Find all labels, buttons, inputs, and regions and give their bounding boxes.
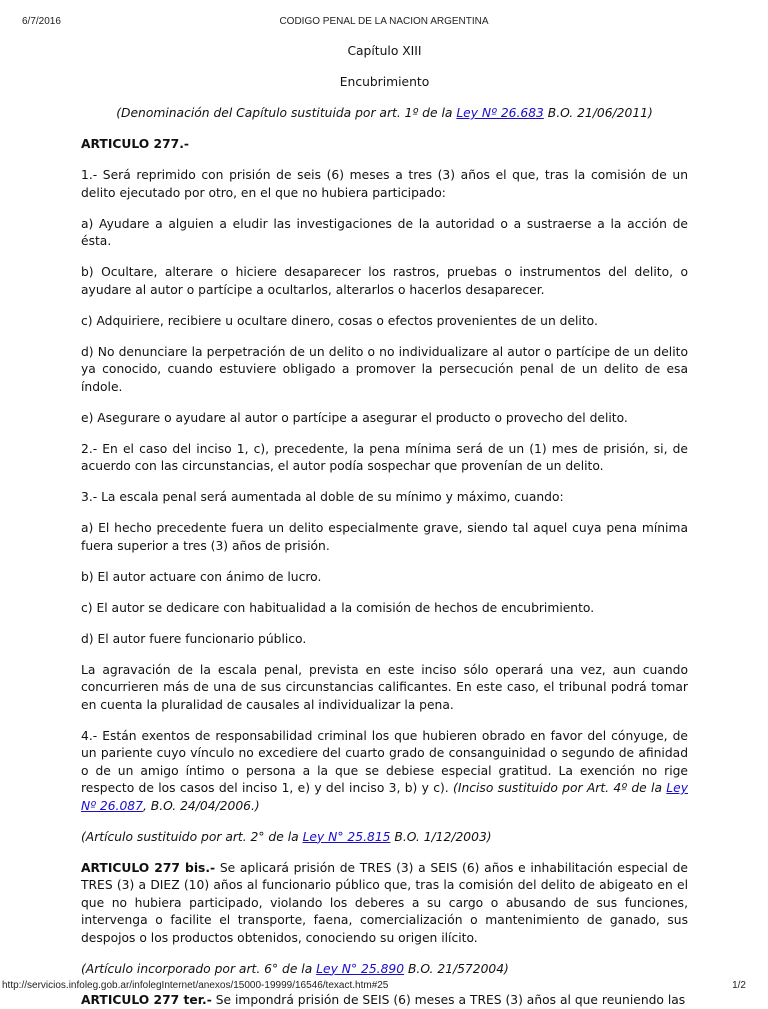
chapter-name: Encubrimiento xyxy=(81,74,688,92)
paragraph: 1.- Será reprimido con prisión de seis (6) meses a tres (3) años el que, tras la comisión de un delito ejecutado por otro, en el que no hubiera participado: xyxy=(81,167,688,202)
paragraph: c) El autor se dedicare con habitualidad a la comisión de hechos de encubrimiento. xyxy=(81,600,688,618)
chapter-note xyxy=(81,105,688,123)
print-title: CODIGO PENAL DE LA NACION ARGENTINA xyxy=(279,16,488,28)
note-text: , B.O. 24/04/2006.) xyxy=(143,799,260,813)
paragraph: La agravación de la escala penal, prevista en este inciso sólo operará una vez, aun cuando concurrieren más de una de sus circunstancias calificantes. En este caso, el tribunal podrá tomar en cuenta la pluralidad de causales al individualizar la pena. xyxy=(81,662,688,715)
print-date: 6/7/2016 xyxy=(22,16,61,28)
print-url: http://servicios.infoleg.gob.ar/infolegInternet/anexos/15000-19999/16546/texact.htm#25 xyxy=(2,980,388,992)
paragraph: d) No denunciare la perpetración de un delito o no individualizare al autor o partícipe de un delito ya conocido, cuando estuviere obligado a promover la persecución penal de un delito de esa índole. xyxy=(81,344,688,397)
article-277-ter xyxy=(81,992,688,1009)
ley-25815-link[interactable]: Ley N° 25.815 xyxy=(303,830,391,844)
paragraph: c) Adquiriere, recibiere u ocultare dinero, cosas o efectos provenientes de un delito. xyxy=(81,313,688,331)
paragraph: a) El hecho precedente fuera un delito especialmente grave, siendo tal aquel cuya pena mínima fuera superior a tres (3) años de prisión. xyxy=(81,520,688,555)
note-text: (Denominación del Capítulo sustituida por art. 1º de la xyxy=(116,106,456,120)
article-heading: ARTICULO 277 bis.- xyxy=(81,861,215,875)
article-note xyxy=(81,829,688,847)
page-number: 1/2 xyxy=(732,980,746,992)
note-text: B.O. 1/12/2003) xyxy=(390,830,491,844)
article-heading: ARTICULO 277 ter.- xyxy=(81,993,212,1007)
article-note xyxy=(81,961,688,979)
paragraph: 3.- La escala penal será aumentada al doble de su mínimo y máximo, cuando: xyxy=(81,489,688,507)
note-text: (Artículo incorporado por art. 6° de la xyxy=(81,962,316,976)
paragraph: e) Asegurare o ayudare al autor o partícipe a asegurar el producto o provecho del delito. xyxy=(81,410,688,428)
ley-26087-link[interactable]: Ley Nº 26.087 xyxy=(81,781,688,813)
paragraph: d) El autor fuere funcionario público. xyxy=(81,631,688,649)
paragraph-text: 4.- Están exentos de responsabilidad criminal los que hubieren obrado en favor del cónyuge, de un pariente cuyo vínculo no excediere del cuarto grado de consanguinidad o segundo de afinidad o de un amigo íntimo o persona a la que se debiese especial gratitud. La exención no rige respecto de los casos del inciso 1, e) y del inciso 3, b) y c). xyxy=(81,729,688,796)
article-text: Se impondrá prisión de SEIS (6) meses a TRES (3) años al que reuniendo las xyxy=(212,993,685,1007)
article-277-bis xyxy=(81,860,688,948)
paragraph: 2.- En el caso del inciso 1, c), precedente, la pena mínima será de un (1) mes de prisión, si, de acuerdo con las circunstancias, el autor podía sospechar que provenían de un delito. xyxy=(81,441,688,476)
article-text: Se aplicará prisión de TRES (3) a SEIS (6) años e inhabilitación especial de TRES (3) a DIEZ (10) años al funcionario público que, tras la comisión del delito de abigeato en el que no hubiera participado, violando los deberes a su cargo o abusando de sus funciones, intervenga o facilite el transporte, faena, comercialización o mantenimiento de ganado, sus despojos o los productos obtenidos, conociendo su origen ilícito. xyxy=(81,861,688,945)
document-body xyxy=(81,43,688,1009)
ley-25890-link[interactable]: Ley N° 25.890 xyxy=(316,962,404,976)
paragraph: b) El autor actuare con ánimo de lucro. xyxy=(81,569,688,587)
note-text: (Artículo sustituido por art. 2° de la xyxy=(81,830,303,844)
chapter-number: Capítulo XIII xyxy=(81,43,688,61)
paragraph: b) Ocultare, alterare o hiciere desaparecer los rastros, pruebas o instrumentos del delito, o ayudare al autor o partícipe a ocultarlos, alterarlos o hacerlos desaparecer. xyxy=(81,264,688,299)
paragraph: a) Ayudare a alguien a eludir las investigaciones de la autoridad o a sustraerse a la acción de ésta. xyxy=(81,216,688,251)
article-277-heading: ARTICULO 277.- xyxy=(81,136,688,154)
paragraph xyxy=(81,728,688,816)
note-text: B.O. 21/06/2011) xyxy=(544,106,653,120)
note-text: B.O. 21/572004) xyxy=(404,962,509,976)
note-text: (Inciso sustituido por Art. 4º de la xyxy=(453,781,666,795)
ley-26683-link[interactable]: Ley Nº 26.683 xyxy=(456,106,544,120)
